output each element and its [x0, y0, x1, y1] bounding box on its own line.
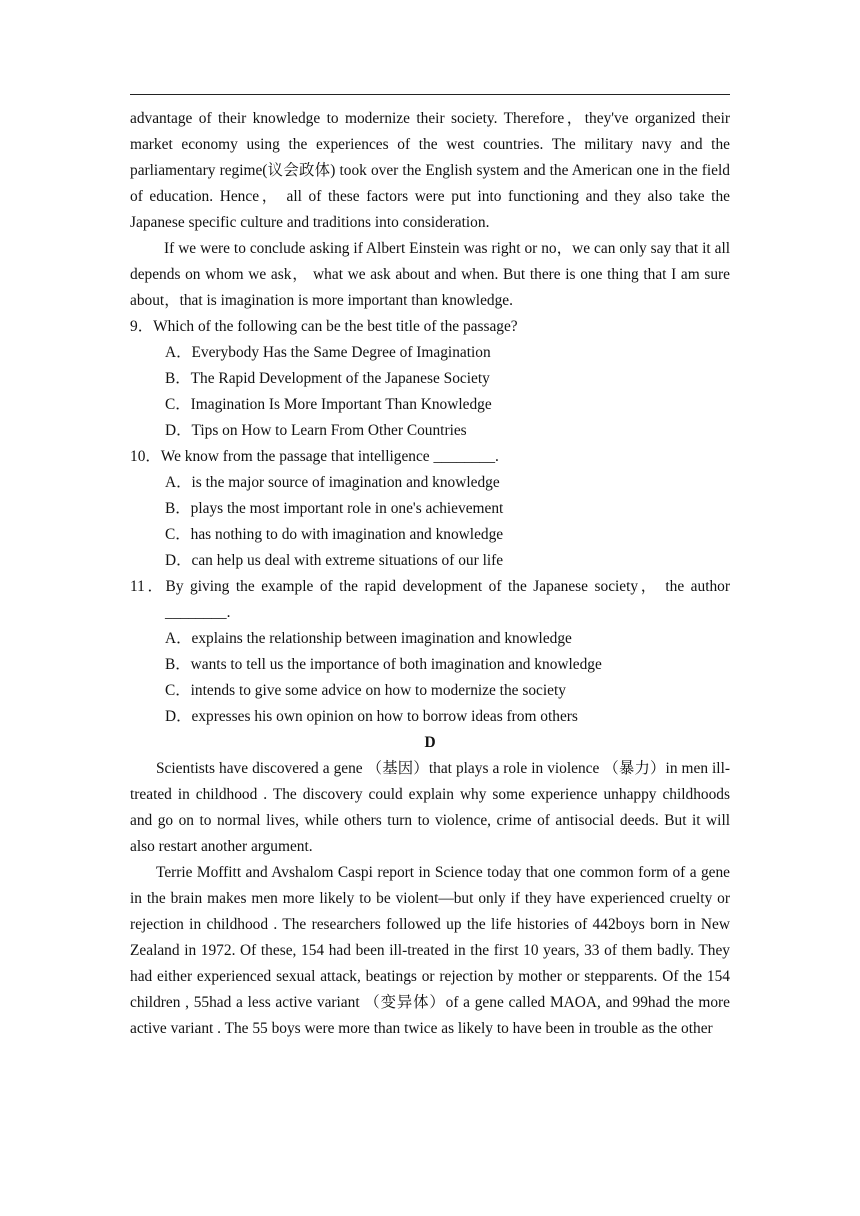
paragraph-gene-discovery: Scientists have discovered a gene （基因）that plays a role in violence （暴力）in men ill-treated in childhood . The discovery could explain why some experience unhappy childhoods and go on to normal lives, while others turn to violence, crime of antisocial deeds. But it will also restart another argument.	[130, 760, 730, 855]
paragraph-conclusion: If we were to conclude asking if Albert Einstein was right or no，we can only say that it all depends on whom we ask， what we ask about and when. But there is one thing that I am sure about，that is imagination is more important than knowledge.	[130, 240, 730, 309]
question-11	[130, 574, 730, 730]
document-page	[130, 106, 730, 1042]
header-rule	[130, 94, 730, 95]
section-title: D	[424, 734, 436, 751]
question-stem: 9．Which of the following can be the best title of the passage?	[130, 318, 518, 335]
option-d: D．can help us deal with extreme situations of our life	[165, 552, 504, 569]
option-c: C．has nothing to do with imagination and knowledge	[165, 526, 504, 543]
option-a: A．Everybody Has the Same Degree of Imagination	[165, 344, 491, 361]
question-10	[130, 444, 730, 574]
option-a: A．explains the relationship between imagination and knowledge	[165, 630, 572, 647]
question-stem: 10．We know from the passage that intelligence ________.	[130, 448, 499, 465]
paragraph-research: Terrie Moffitt and Avshalom Caspi report in Science today that one common form of a gene in the brain makes men more likely to be violent—but only if they have experienced cruelty or rejection in childhood . The researchers followed up the life histories of 442boys born in New Zealand in 1972. Of these, 154 had been ill-treated in the first 10 years, 33 of them badly. They had either experienced sexual attack, beatings or rejection by mother or stepparents. Of the 154 children , 55had a less active variant （变异体）of a gene called MAOA, and 99had the more active variant . The 55 boys were more than twice as likely to have been in trouble as the other	[130, 864, 730, 1037]
option-c: C．Imagination Is More Important Than Knowledge	[165, 396, 492, 413]
option-a: A．is the major source of imagination and knowledge	[165, 474, 500, 491]
option-c: C．intends to give some advice on how to modernize the society	[165, 682, 566, 699]
option-b: B．wants to tell us the importance of both imagination and knowledge	[165, 656, 602, 673]
option-d: D．expresses his own opinion on how to borrow ideas from others	[165, 708, 578, 725]
option-d: D．Tips on How to Learn From Other Countries	[165, 422, 467, 439]
option-b: B．plays the most important role in one's achievement	[165, 500, 504, 517]
paragraph-continued: advantage of their knowledge to modernize their society. Therefore，they've organized their market economy using the experiences of the west countries. The military navy and the parliamentary regime(议会政体) took over the English system and the American one in the field of education. Hence， all of these factors were put into functioning and they also take the Japanese specific culture and traditions into consideration.	[130, 110, 730, 231]
option-b: B．The Rapid Development of the Japanese Society	[165, 370, 490, 387]
question-9	[130, 314, 730, 444]
question-stem: 11．By giving the example of the rapid development of the Japanese society， the author ________.	[130, 578, 730, 621]
